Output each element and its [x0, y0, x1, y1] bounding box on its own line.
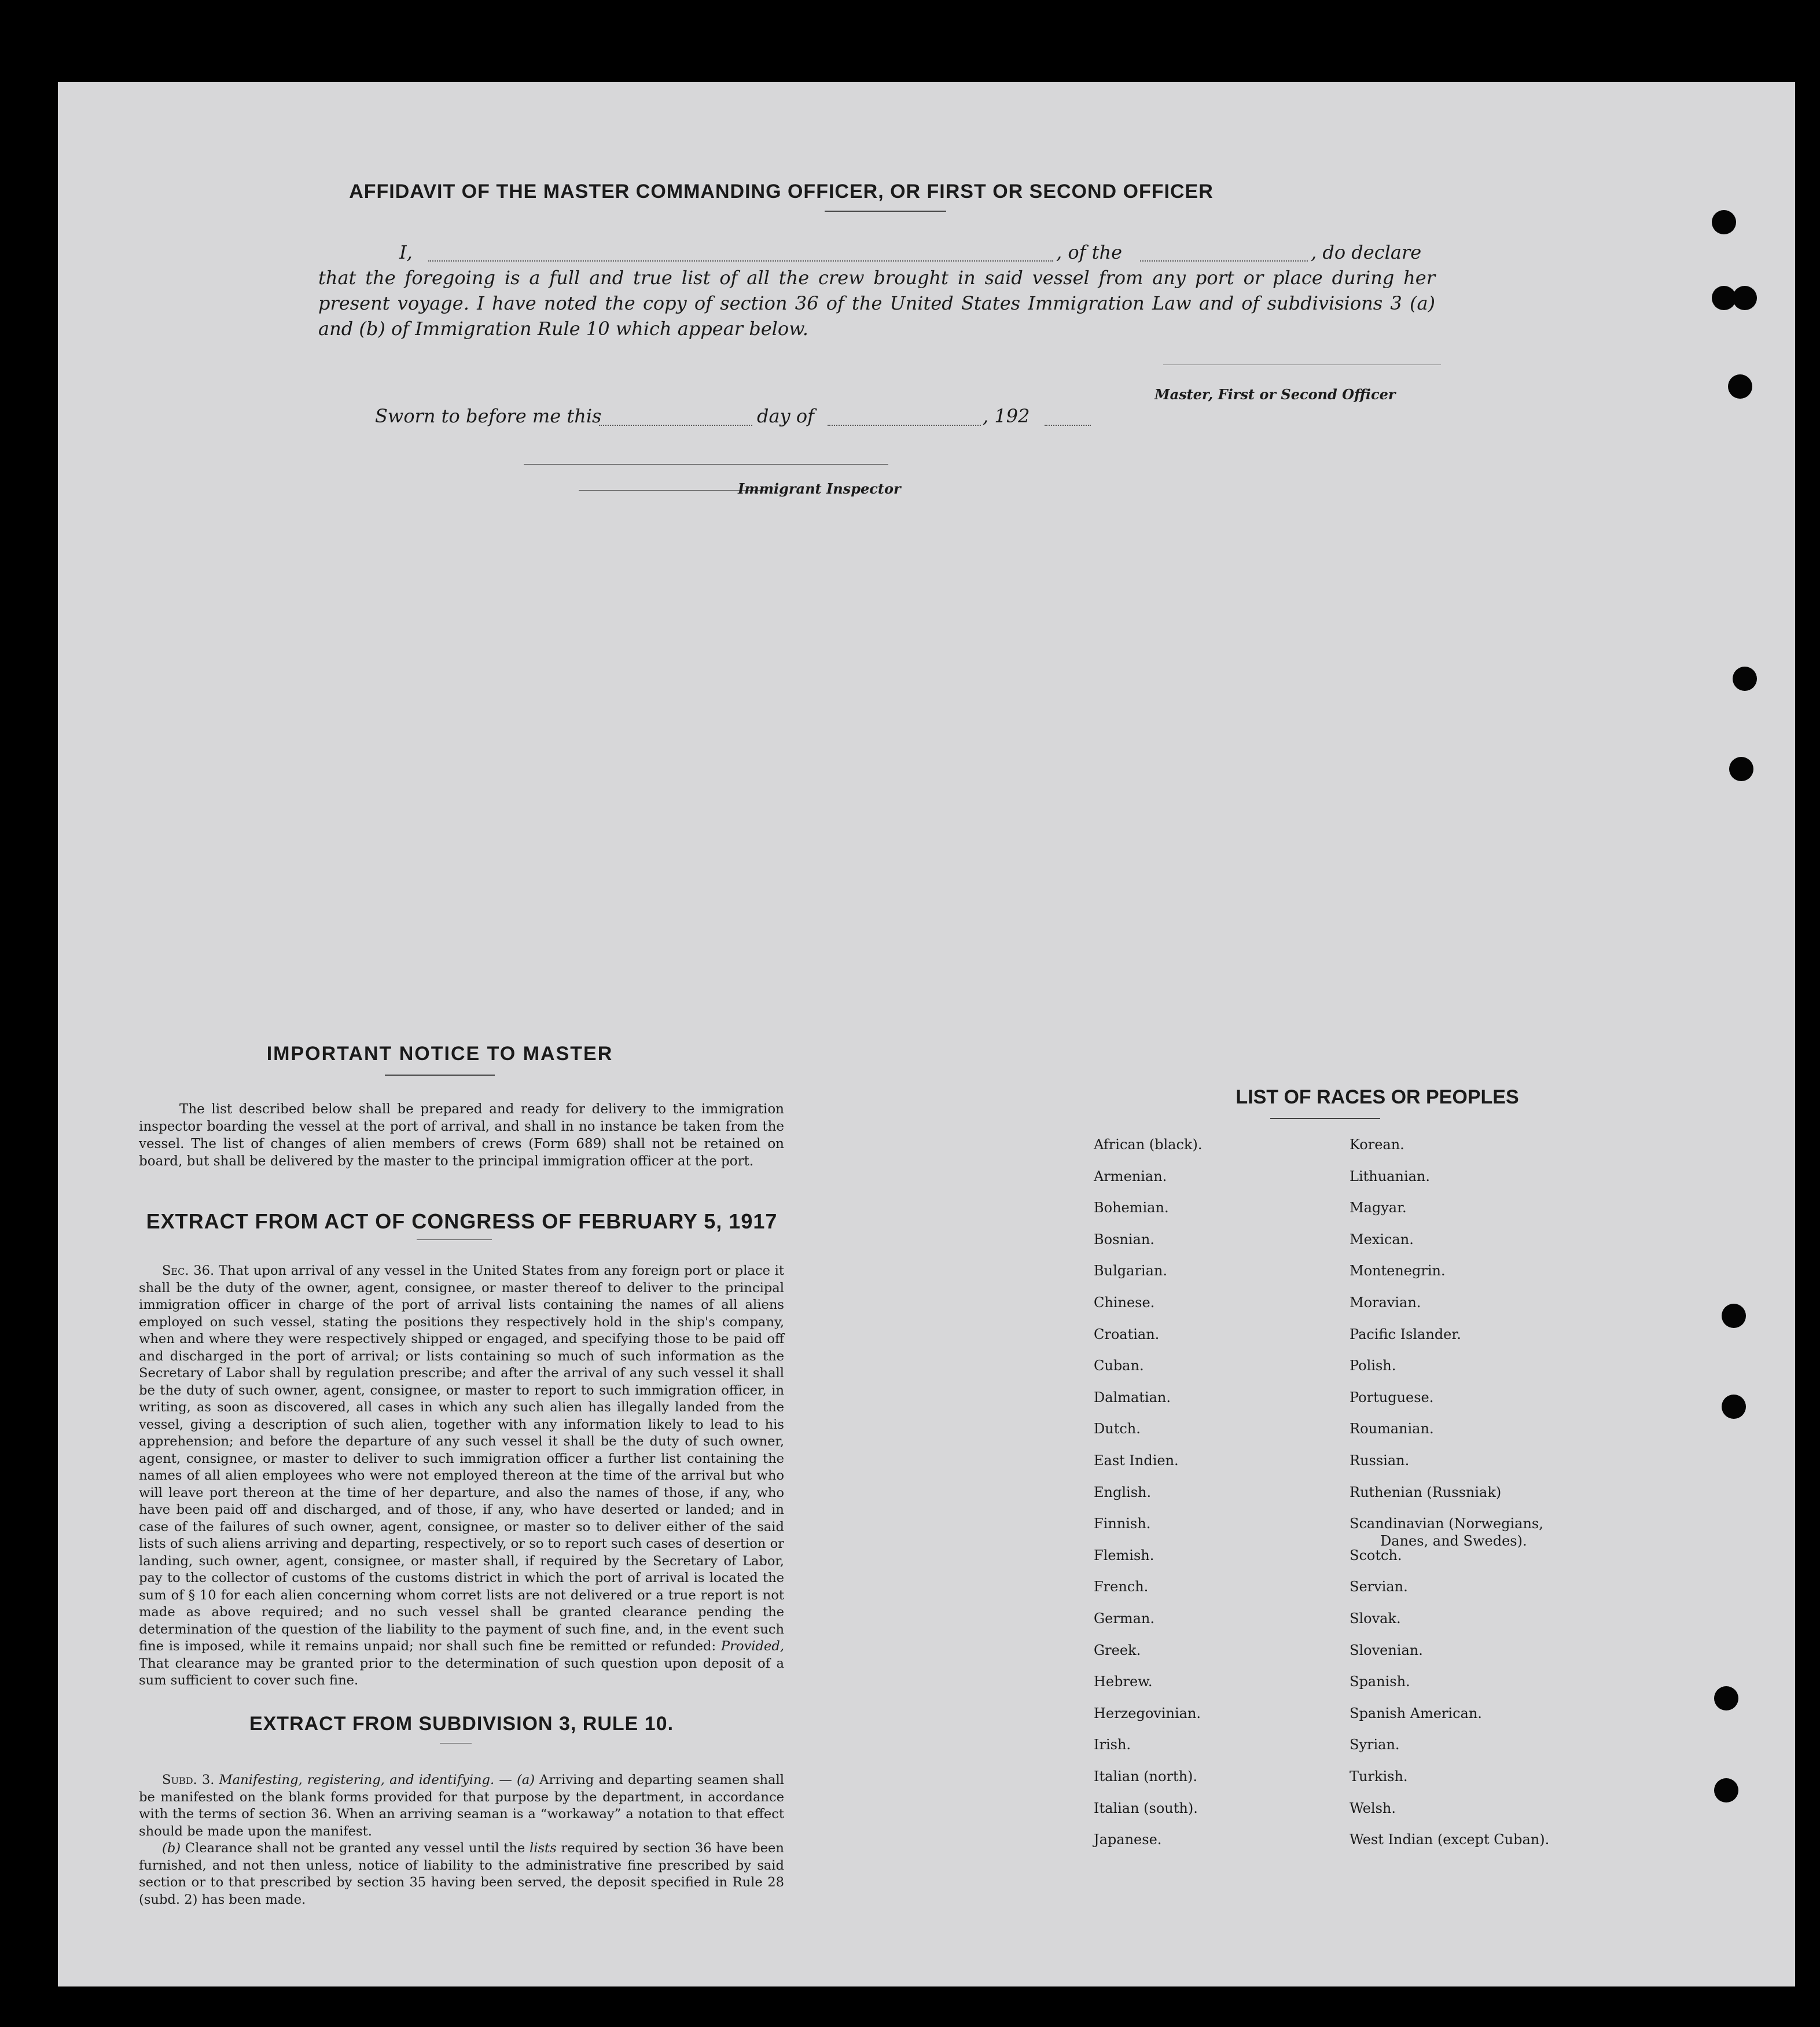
race-item: Portuguese.	[1350, 1389, 1434, 1406]
declaration-text: that the foregoing is a full and true list of all the crew brought in said vessel from any port or place during her present voyage. I have noted the copy of section 36 of the United States Immigration Law and of subdivisions 3 (a) and (b) of Immigration Rule 10 which appear below.	[318, 267, 1435, 340]
race-item: Bosnian.	[1094, 1231, 1154, 1248]
race-item: Roumanian.	[1350, 1421, 1434, 1437]
binder-hole	[1722, 1395, 1746, 1419]
race-item: Servian.	[1350, 1579, 1408, 1595]
master-signature-label: Master, First or Second Officer	[1154, 386, 1396, 403]
race-item: Slovenian.	[1350, 1642, 1423, 1658]
act-section-label: Sec. 36.	[162, 1263, 215, 1278]
binder-hole	[1729, 757, 1753, 781]
act-underline	[417, 1239, 492, 1240]
vessel-blank[interactable]	[1140, 245, 1308, 262]
race-item: Bulgarian.	[1094, 1263, 1167, 1279]
inspector-label: Immigrant Inspector	[738, 480, 901, 497]
race-item: Spanish.	[1350, 1673, 1410, 1690]
binder-hole	[1733, 286, 1757, 310]
race-item: Italian (north).	[1094, 1768, 1198, 1785]
race-item: Greek.	[1094, 1642, 1141, 1658]
notice-title: IMPORTANT NOTICE TO MASTER	[266, 1043, 613, 1065]
race-item: West Indian (except Cuban).	[1350, 1831, 1550, 1848]
act-section-36	[139, 1263, 784, 1690]
race-item: Russian.	[1350, 1452, 1410, 1469]
race-item: Pacific Islander.	[1350, 1326, 1461, 1342]
race-item: Spanish American.	[1350, 1705, 1482, 1721]
race-item: Italian (south).	[1094, 1800, 1198, 1816]
binder-hole	[1728, 374, 1752, 399]
race-item: East Indien.	[1094, 1452, 1179, 1469]
race-item: Welsh.	[1350, 1800, 1396, 1816]
para-b-text-2: required by section 36 have been furnished, and not then unless, notice of liability to the administrative fine prescribed by said section or to that prescribed by section 35 having been served, the deposit specified in Rule 28 (subd. 2) has been made.	[139, 1841, 784, 1907]
race-item: Ruthenian (Russniak)	[1350, 1484, 1502, 1500]
race-item: Montenegrin.	[1350, 1263, 1446, 1279]
race-item: Scotch.	[1350, 1547, 1402, 1564]
race-item: Irish.	[1094, 1737, 1131, 1753]
act-body-text: That upon arrival of any vessel in the United States from any foreign port or place it shall be the duty of the owner, agent, consignee, or master thereof to deliver to the principal immigration officer in charge of the port of arrival lists containing the names of all aliens employed on such vessel, stating the positions they respectively hold in the ship's company, when and where they were respectively shipped or engaged, and specifying those to be paid off and discharged in the port of arrival; or lists containing so much of such information as the Secretary of Labor shall by regulation prescribe; and after the arrival of any such vessel it shall be the duty of such owner, agent, consignee, or master to report to such immigration officer, in writing, as soon as discovered, all cases in which any such alien has illegally landed from the vessel, giving a description of such alien, together with any information likely to lead to his apprehension; and before the departure of any such vessel it shall be the duty of such owner, agent, consignee, or master to deliver to such immigration officer a further list containing the names of all alien employees who were not employed thereon at the time of the arrival but who will leave port thereon at the time of her departure, and also the names of those, if any, who have been paid off and discharged, and of those, if any, who have deserted or landed; and in case of the failures of such owner, agent, consignee, or master so to deliver either of the said lists of such aliens arriving and departing, respectively, or so to report such cases of desertion or landing, such owner, agent, consignee, or master shall, if required by the Secretary of Labor, pay to the collector of customs of the customs district in which the port of arrival is located the sum of § 10 for each alien concerning whom corret lists are not delivered or a true report is not made as above required; and no such vessel shall be granted clearance pending the determination of the question of the liability to the payment of such fine, and, in the event such fine is imposed, while it remains unpaid; nor shall such fine be remitted or refunded:	[139, 1263, 784, 1654]
inspector-signature-line	[524, 464, 888, 465]
race-item: German.	[1094, 1610, 1154, 1627]
act-title: EXTRACT FROM ACT OF CONGRESS OF FEBRUARY 5, 1917	[146, 1209, 778, 1233]
race-item: Finnish.	[1094, 1515, 1151, 1532]
race-item: Croatian.	[1094, 1326, 1160, 1342]
sworn-month-blank[interactable]	[828, 411, 981, 426]
subdivision-para-a: Subd. 3. Manifesting, registering, and identifying. — (a) Arriving and departing seamen shall be manifested on the blank forms provided for that purpose by the department, in accordance with the terms of section 36. When an arriving seaman is a “workaway” a notation to that effect should be made upon the manifest.	[139, 1772, 784, 1839]
race-item: Magyar.	[1350, 1200, 1407, 1216]
para-b-label: (b)	[162, 1841, 181, 1856]
sworn-year: , 192	[983, 405, 1030, 427]
notice-underline	[385, 1075, 495, 1076]
race-item: Herzegovinian.	[1094, 1705, 1201, 1721]
race-item: Mexican.	[1350, 1231, 1414, 1248]
race-item: Hebrew.	[1094, 1673, 1153, 1690]
race-item: English.	[1094, 1484, 1152, 1500]
race-item: Korean.	[1350, 1136, 1404, 1153]
affidavit-title: AFFIDAVIT OF THE MASTER COMMANDING OFFICER, OR FIRST OR SECOND OFFICER	[349, 181, 1214, 203]
binder-hole	[1722, 1304, 1746, 1328]
race-item: Dutch.	[1094, 1421, 1141, 1437]
race-item: French.	[1094, 1579, 1149, 1595]
race-item: Dalmatian.	[1094, 1389, 1171, 1406]
race-item: African (black).	[1094, 1136, 1203, 1153]
race-item: Scandinavian (Norwegians,	[1350, 1515, 1543, 1532]
binder-hole	[1714, 1686, 1738, 1710]
binder-hole	[1714, 1778, 1738, 1802]
sworn-day-of: day of	[757, 405, 814, 427]
races-title: LIST OF RACES OR PEOPLES	[1236, 1086, 1519, 1108]
para-a-text: Arriving and departing seamen shall be manifested on the blank forms provided for that purpose by the department, in accordance with the terms of section 36. When an arriving seaman is a “workaway” a notation to that effect should be made upon the manifest.	[139, 1772, 784, 1839]
race-item: Chinese.	[1094, 1294, 1155, 1311]
declaration-first-line	[318, 240, 1435, 265]
race-item: Slovak.	[1350, 1610, 1401, 1627]
subdivision-para-b	[139, 1840, 784, 1908]
name-blank[interactable]	[428, 245, 1053, 262]
act-provided: Provided,	[720, 1639, 784, 1654]
race-item: Danes, and Swedes).	[1380, 1533, 1527, 1550]
binder-hole	[1733, 667, 1757, 691]
race-item: Flemish.	[1094, 1547, 1154, 1564]
para-b-lists: lists	[530, 1841, 557, 1856]
subd-heading: Manifesting, registering, and identifying.	[219, 1772, 495, 1787]
subd-label: Subd. 3.	[162, 1772, 215, 1787]
sworn-year-blank[interactable]	[1045, 411, 1091, 426]
notice-body: The list described below shall be prepared and ready for delivery to the immigration inspector boarding the vessel at the port of arrival, and shall in no instance be taken from the vessel. The list of changes of alien members of crews (Form 689) shall not be retained on board, but shall be delivered by the master to the principal immigration officer at the port.	[139, 1102, 784, 1169]
subdivision-title: EXTRACT FROM SUBDIVISION 3, RULE 10.	[249, 1713, 674, 1735]
race-item: Japanese.	[1094, 1831, 1162, 1848]
races-underline	[1270, 1118, 1380, 1119]
declare-do-declare: , do declare	[1311, 241, 1422, 263]
act-tail: That clearance may be granted prior to the determination of such question upon deposit of a sum sufficient to cover such fine.	[139, 1656, 784, 1688]
sworn-day-blank[interactable]	[599, 411, 752, 426]
sworn-prefix: Sworn to before me this	[375, 405, 602, 427]
race-item: Armenian.	[1094, 1168, 1167, 1184]
declare-of-the: , of the	[1056, 241, 1123, 263]
race-item: Bohemian.	[1094, 1200, 1169, 1216]
subdivision-body	[139, 1772, 784, 1908]
title-underline	[825, 211, 946, 212]
race-item: Polish.	[1350, 1358, 1396, 1374]
para-b-text-1: Clearance shall not be granted any vessel until the	[185, 1841, 525, 1856]
binder-hole	[1712, 210, 1736, 234]
race-item: Turkish.	[1350, 1768, 1408, 1785]
para-a-label: (a)	[516, 1772, 535, 1787]
document-page	[58, 82, 1795, 1986]
race-item: Cuban.	[1094, 1358, 1144, 1374]
race-item: Syrian.	[1350, 1737, 1400, 1753]
declare-i: I,	[399, 241, 413, 263]
race-item: Lithuanian.	[1350, 1168, 1431, 1184]
race-item: Moravian.	[1350, 1294, 1421, 1311]
